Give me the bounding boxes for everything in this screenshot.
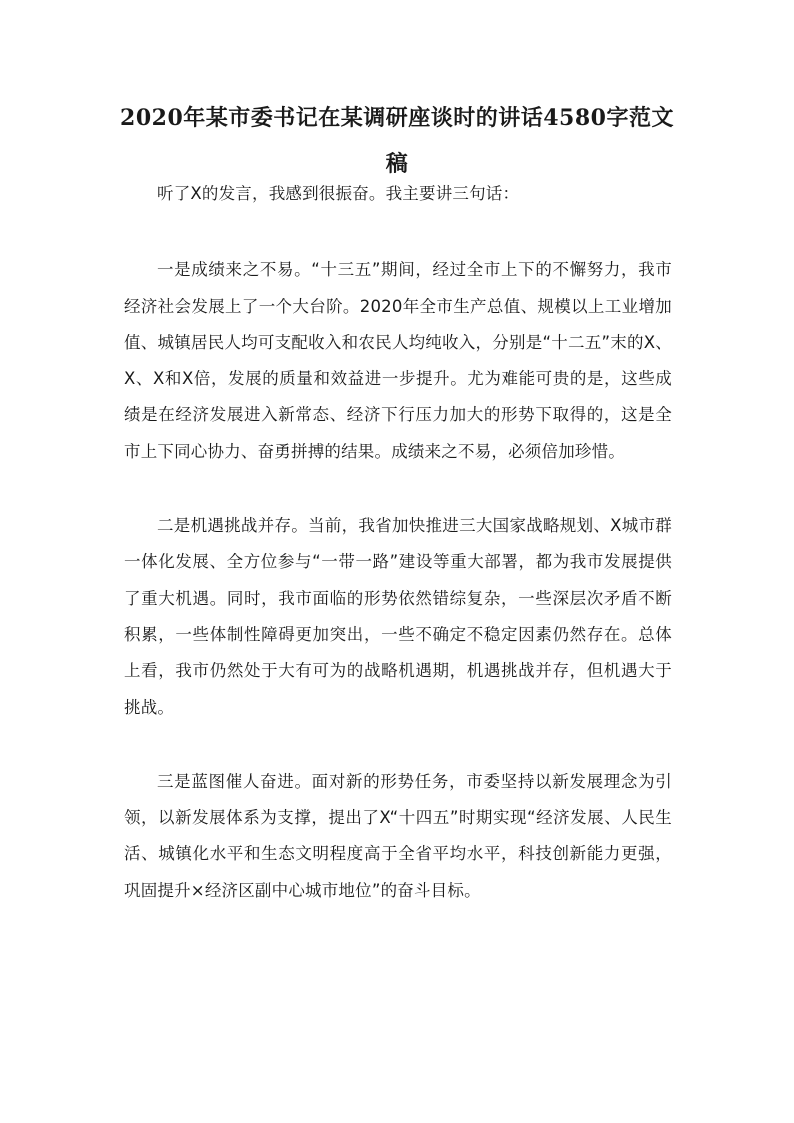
document-body bbox=[124, 176, 672, 947]
document-title: 2020年某市委书记在某调研座谈时的讲话4580字范文稿 bbox=[120, 105, 674, 177]
paragraph-blueprint: 三是蓝图催人奋进。面对新的形势任务，市委坚持以新发展理念为引领，以新发展体系为支撑，提出了X“十四五”时期实现“经济发展、人民生活、城镇化水平和生态文明程度高于全省平均水平，科技创新能力更强，巩固提升×经济区副中心城市地位”的奋斗目标。 bbox=[124, 771, 672, 900]
paragraph-opportunities: 二是机遇挑战并存。当前，我省加快推进三大国家战略规划、X城市群一体化发展、全方位参与“一带一路”建设等重大部署，都为我市发展提供了重大机遇。同时，我市面临的形势依然错综复杂，一些深层次矛盾不断积累，一些体制性障碍更加突出，一些不确定不稳定因素仍然存在。总体上看，我市仍然处于大有可为的战略机遇期，机遇挑战并存，但机遇大于挑战。 bbox=[124, 516, 672, 717]
paragraph-achievements: 一是成绩来之不易。“十三五”期间，经过全市上下的不懈努力，我市经济社会发展上了一个大台阶。2020年全市生产总值、规模以上工业增加值、城镇居民人均可支配收入和农民人均纯收入，分别是“十二五”末的X、X、X和X倍，发展的质量和效益进一步提升。尤为难能可贵的是，这些成绩是在经济发展进入新常态、经济下行压力加大的形势下取得的，这是全市上下同心协力、奋勇拼搏的结果。成绩来之不易，必须倍加珍惜。 bbox=[124, 260, 672, 461]
paragraph-intro: 听了X的发言，我感到很振奋。我主要讲三句话： bbox=[157, 184, 520, 203]
